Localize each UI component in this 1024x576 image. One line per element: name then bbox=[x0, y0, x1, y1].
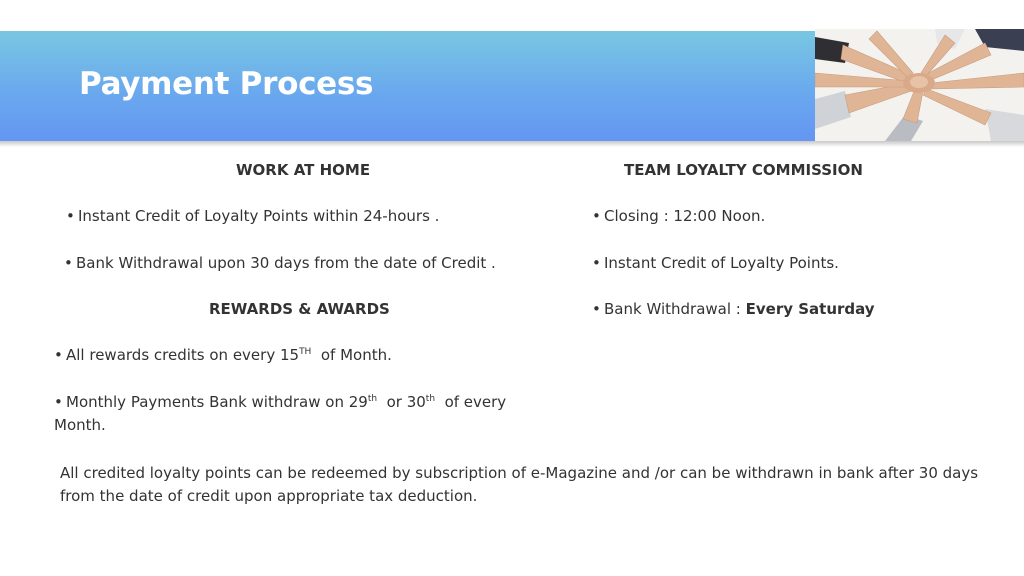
bullet-icon: • bbox=[54, 346, 63, 364]
list-item: • Monthly Payments Bank withdraw on 29th or 30th of every bbox=[54, 393, 507, 411]
team-loyalty-heading: TEAM LOYALTY COMMISSION bbox=[624, 161, 863, 179]
list-item: • Instant Credit of Loyalty Points within 24-hours . bbox=[66, 207, 440, 225]
bullet-icon: • bbox=[592, 254, 601, 272]
work-at-home-heading: WORK AT HOME bbox=[236, 161, 371, 179]
bullet-icon: • bbox=[54, 393, 63, 411]
withdrawal-day: Every Saturday bbox=[745, 300, 875, 318]
list-item: • Bank Withdrawal upon 30 days from the date of Credit . bbox=[64, 254, 496, 272]
list-item: • Bank Withdrawal : Every Saturday bbox=[592, 300, 875, 318]
bullet-icon: • bbox=[64, 254, 73, 272]
list-item: • Instant Credit of Loyalty Points. bbox=[592, 254, 839, 272]
team-hands-photo bbox=[815, 29, 1024, 141]
rewards-awards-heading: REWARDS & AWARDS bbox=[209, 300, 390, 318]
bullet-icon: • bbox=[592, 300, 601, 318]
footer-note: All credited loyalty points can be redeemed by subscription of e-Magazine and /or can be withdrawn in bank after 30 days from the date of credit upon appropriate tax deduction. bbox=[60, 464, 979, 505]
list-item: • All rewards credits on every 15TH of Month. bbox=[54, 346, 392, 364]
list-item-continuation: Month. bbox=[54, 416, 106, 434]
slide-title: Payment Process bbox=[79, 66, 374, 102]
bullet-icon: • bbox=[66, 207, 75, 225]
bullet-icon: • bbox=[592, 207, 601, 225]
header-shadow bbox=[0, 141, 1024, 147]
list-item: • Closing : 12:00 Noon. bbox=[592, 207, 766, 225]
team-hands-icon bbox=[815, 29, 1024, 141]
